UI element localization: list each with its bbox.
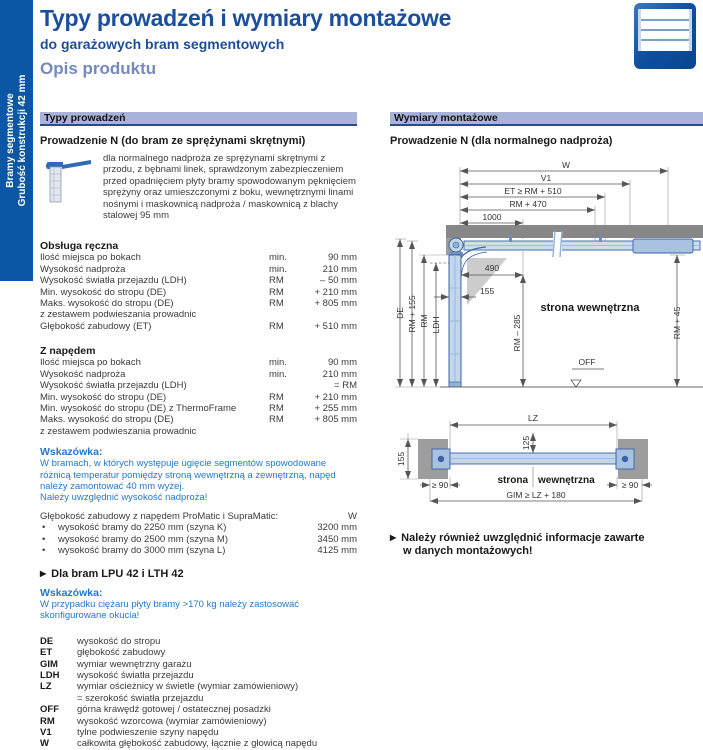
legend-row: DE wysokość do stropu (40, 635, 161, 647)
sidebar-line2: Grubość konstrukcji 42 mm (16, 74, 28, 207)
dim-ge90-left: ≥ 90 (431, 480, 449, 490)
table-row: z zestawem podwieszania prowadnic (40, 425, 197, 437)
dim-ge90-right: ≥ 90 (621, 480, 639, 490)
sidebar-tab (0, 0, 33, 281)
bullet-icon (40, 522, 50, 534)
left-column-header: Typy prowadzeń (40, 112, 357, 126)
triangle-bullet-icon (40, 568, 46, 580)
dim-1000: 1000 (482, 212, 502, 222)
manual-title: Obsługa ręczna (40, 240, 119, 253)
table-row: Min. wysokość do stropu (DE) RM + 210 mm (40, 391, 357, 403)
dim-rm155: RM + 155 (407, 295, 417, 333)
mounting-data-note: ▶Należy również uwzględnić informacje zawarte w danych montażowych! (390, 532, 703, 558)
intro-block (40, 153, 357, 221)
page-section-label: Opis produktu (40, 59, 157, 78)
mini-door-track-icon (40, 153, 94, 221)
side-section-diagram (390, 159, 703, 399)
list-item: • wysokość bramy do 2250 mm (szyna K) 3200 mm (40, 522, 357, 534)
dim-155: 155 (480, 286, 495, 296)
table-row: z zestawem podwieszania prowadnic (40, 309, 197, 321)
right-heading: Prowadzenie N (dla normalnego nadproża) (390, 135, 613, 147)
table-row: Wysokość światła przejazdu (LDH) RM – 50 mm (40, 275, 357, 287)
legend (40, 636, 357, 750)
legend-row: W całkowita głębokość zabudowy, łącznie z głowicą napędu (40, 738, 318, 750)
plan-view-diagram (390, 407, 703, 519)
left-heading: Prowadzenie N (do bram ze sprężynami skrętnymi) (40, 135, 306, 147)
lpu-note: ▶Dla bram LPU 42 i LTH 42 (40, 568, 357, 580)
inner-side-label: strona wewnętrzna (540, 302, 640, 314)
table-row: Wysokość nadproża min. 210 mm (40, 263, 357, 275)
legend-row: ET głębokość zabudowy (40, 647, 166, 659)
dim-ldh: LDH (431, 316, 441, 334)
right-column (390, 112, 703, 558)
legend-row: RM wysokość wzorcowa (wymiar zamówieniowy) (40, 715, 267, 727)
bullet-icon (40, 534, 50, 546)
hint2-text: W przypadku ciężaru płyty bramy >170 kg należy zastosować skonfigurowane okucia! (40, 598, 299, 622)
inner-side-label-a: strona (497, 475, 528, 486)
hint1-text: W bramach, w których występuje ugięcie segmentów spowodowane różnicą temperatur pomiędzy stroną wewnętrzną a zewnętrzną, napęd należy zamontować 40 mm wyżej. (40, 458, 336, 492)
dim-rm: RM (419, 314, 429, 328)
depth-header: Głębokość zabudowy z napędem ProMatic i SupraMatic: W (40, 510, 357, 522)
dim-rm45: RM + 45 (672, 306, 682, 340)
legend-row: OFF górna krawędź gotowej / ostatecznej posadzki (40, 704, 271, 716)
depth-list (40, 522, 357, 557)
table-row: Ilość miejsca po bokach min. 90 mm (40, 357, 357, 369)
table-row: Min. wysokość do stropu (DE) RM + 210 mm (40, 286, 357, 298)
sectional-door-icon (633, 2, 697, 77)
hint2-title: Wskazówka: (40, 586, 103, 599)
dim-de: DE (395, 307, 405, 319)
page-subtitle: do garażowych bram segmentowych (40, 36, 285, 52)
table-row: Ilość miejsca po bokach min. 90 mm (40, 252, 357, 264)
dim-125: 125 (521, 435, 531, 451)
list-item: • wysokość bramy do 3000 mm (szyna L) 4125 mm (40, 545, 357, 557)
triangle-bullet-icon (390, 532, 396, 545)
legend-row: LDH wysokość światła przejazdu (40, 669, 194, 681)
table-row: Wysokość nadproża min. 210 mm (40, 368, 357, 380)
legend-row: GIM wymiar wewnętrzny garażu (40, 658, 192, 670)
dim-490: 490 (484, 263, 500, 273)
table-row: Głębokość zabudowy (ET) RM + 510 mm (40, 320, 357, 332)
list-item: • wysokość bramy do 2500 mm (szyna M) 3450 mm (40, 534, 357, 546)
table-row: Maks. wysokość do stropu (DE) RM + 805 mm (40, 298, 357, 310)
manual-table (40, 252, 357, 332)
inner-side-label-b: wewnętrzna (538, 475, 595, 486)
intro-paragraph: dla normalnego nadproża ze sprężynami skrętnymi z przodu, z bębnami linek, sprawdzonym zabezpieczeniem przed opadnięciem płyty bramy spowodowanym pęknięciem sprężyny oraz umieszczonymi z boku, wewnętrznymi linami nośnymi i maskownicą nadproża / maskownicą z blachy stalowej 95 mm (103, 153, 356, 222)
dim-155-plan: 155 (396, 451, 406, 467)
dim-rm470: RM + 470 (509, 199, 547, 209)
dim-lz: LZ (528, 413, 538, 423)
left-column (40, 112, 357, 750)
page-title: Typy prowadzeń i wymiary montażowe (40, 5, 452, 31)
sidebar-line1: Bramy segmentowe (5, 93, 16, 188)
dim-off: OFF (578, 357, 596, 367)
legend-row: LZ wymiar ościeżnicy w świetle (wymiar zamówieniowy) = szerokość światła przejazdu (40, 681, 299, 704)
dim-et: ET ≥ RM + 510 (504, 186, 562, 196)
table-row: Wysokość światła przejazdu (LDH) = RM (40, 380, 357, 392)
right-column-header: Wymiary montażowe (390, 112, 703, 126)
dim-gim: GIM ≥ LZ + 180 (506, 490, 566, 500)
powered-title: Z napędem (40, 345, 96, 358)
table-row: Maks. wysokość do stropu (DE) RM + 805 mm (40, 414, 357, 426)
bullet-icon (40, 545, 50, 557)
legend-row: V1 tylne podwieszenie szyny napędu (40, 727, 219, 738)
dim-w: W (561, 160, 571, 170)
table-row: Min. wysokość do stropu (DE) z ThermoFrame RM + 255 mm (40, 402, 357, 414)
powered-table (40, 357, 357, 437)
hint1-title: Wskazówka: (40, 446, 103, 459)
dim-rm285: RM – 285 (512, 314, 522, 352)
dim-v1: V1 (540, 173, 552, 183)
hint1-text2: Należy uwzględnić wysokość nadproża! (40, 492, 208, 504)
